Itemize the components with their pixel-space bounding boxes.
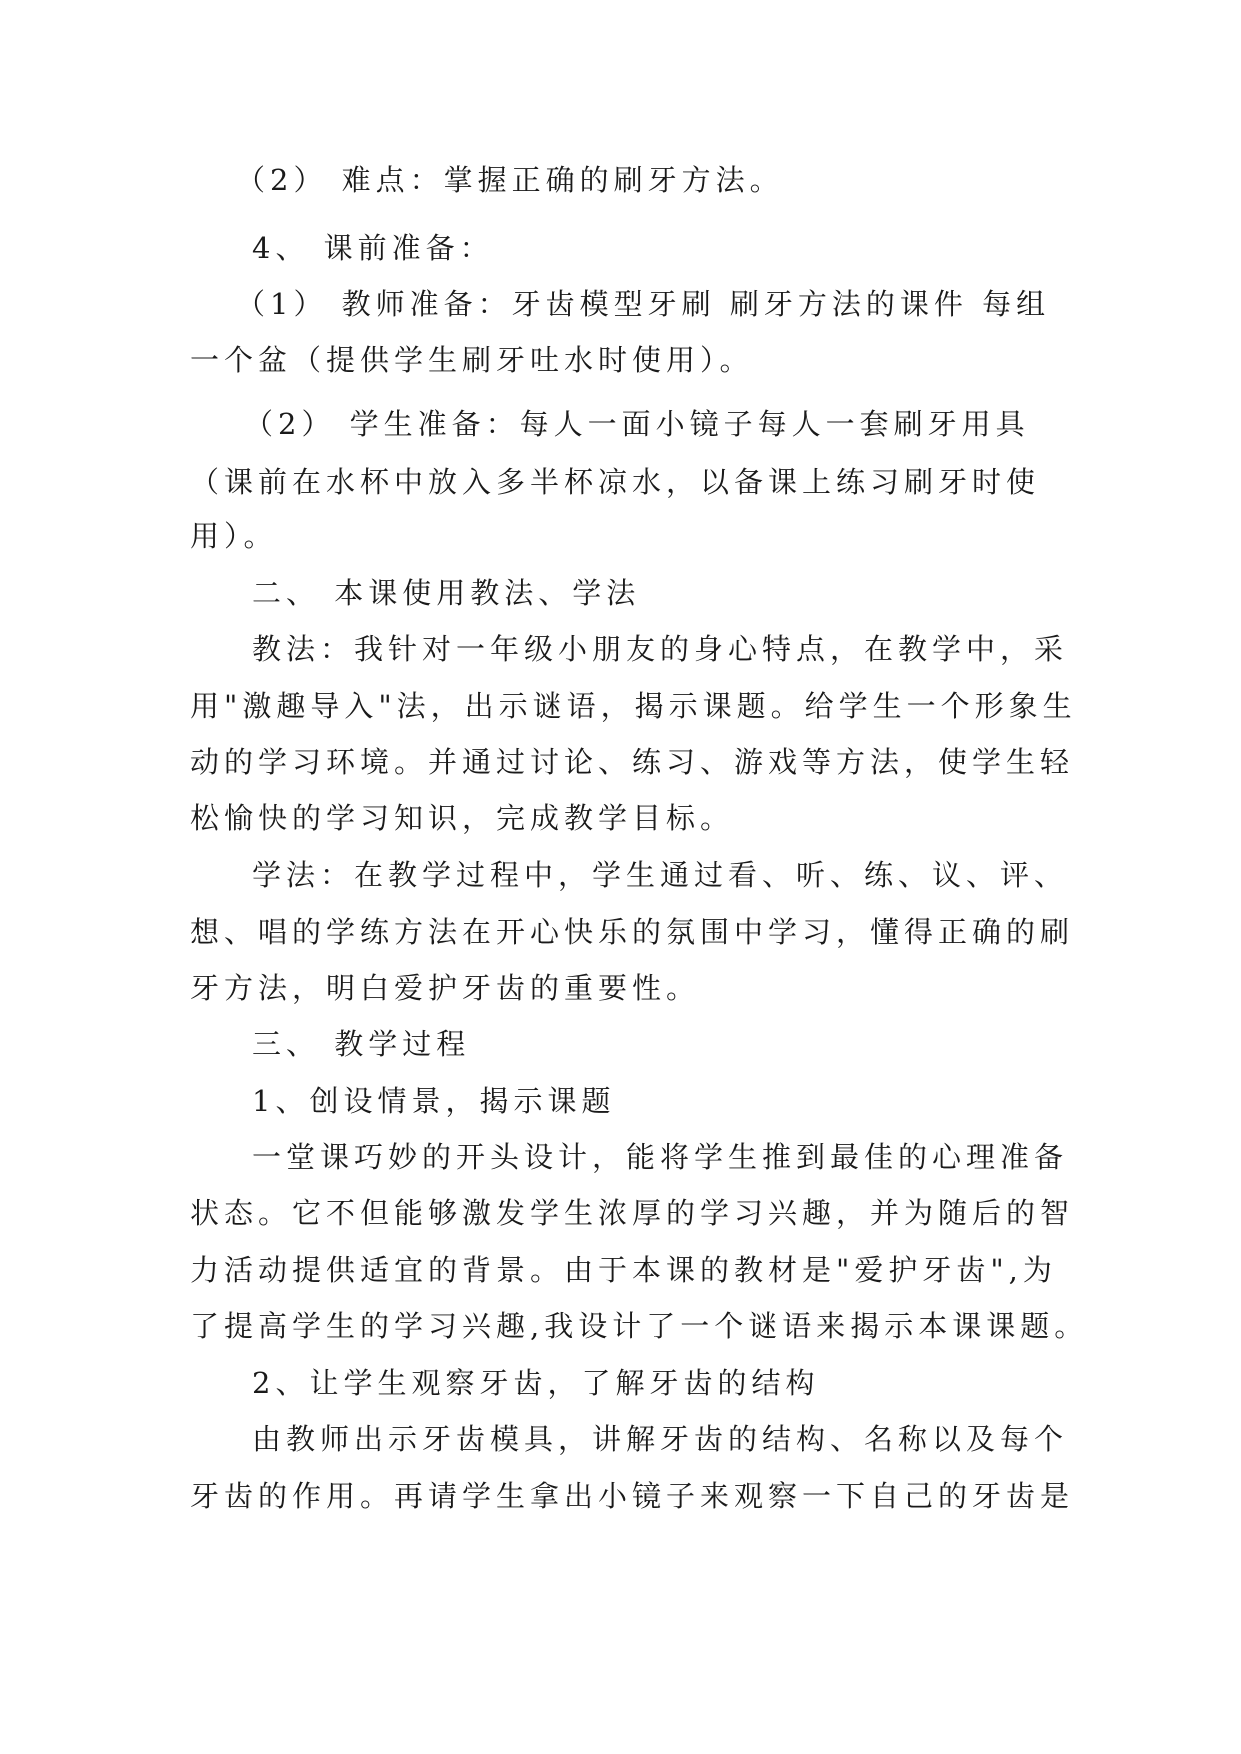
section-heading: 二、 本课使用教法、学法	[252, 576, 641, 610]
text-line: 想、唱的学练方法在开心快乐的氛围中学习，懂得正确的刷	[190, 915, 1075, 949]
text-line: 动的学习环境。并通过讨论、练习、游戏等方法，使学生轻	[190, 745, 1075, 779]
text-line: 牙方法，明白爱护牙齿的重要性。	[190, 971, 701, 1005]
text-line: 力活动提供适宜的背景。由于本课的教材是"爱护牙齿",为	[190, 1253, 1057, 1287]
text-line: （2） 难点：掌握正确的刷牙方法。	[236, 163, 784, 197]
text-line: （课前在水杯中放入多半杯凉水，以备课上练习刷牙时使	[190, 465, 1041, 499]
text-line: 用"激趣导入"法，出示谜语，揭示课题。给学生一个形象生	[190, 689, 1077, 723]
text-line: 了提高学生的学习兴趣,我设计了一个谜语来揭示本课课题。	[190, 1309, 1089, 1343]
text-line: 由教师出示牙齿模具，讲解牙齿的结构、名称以及每个	[252, 1422, 1069, 1456]
text-line: 牙齿的作用。再请学生拿出小镜子来观察一下自己的牙齿是	[190, 1479, 1075, 1513]
section-heading: 三、 教学过程	[252, 1027, 471, 1061]
text-line: 学法：在教学过程中，学生通过看、听、练、议、评、	[252, 858, 1069, 892]
subsection-heading: 2、让学生观察牙齿，了解牙齿的结构	[252, 1366, 820, 1400]
text-line: 状态。它不但能够激发学生浓厚的学习兴趣，并为随后的智	[190, 1196, 1075, 1230]
text-line: 教法：我针对一年级小朋友的身心特点，在教学中，采	[252, 632, 1069, 666]
text-line: 4、 课前准备：	[252, 231, 494, 265]
text-line: 用）。	[190, 519, 278, 553]
text-line: 一堂课巧妙的开头设计，能将学生推到最佳的心理准备	[252, 1140, 1069, 1174]
text-line: 松愉快的学习知识，完成教学目标。	[190, 801, 735, 835]
text-line: 一个盆（提供学生刷牙吐水时使用）。	[190, 343, 754, 377]
text-line: （2） 学生准备：每人一面小镜子每人一套刷牙用具	[244, 407, 1030, 441]
text-line: （1） 教师准备：牙齿模型牙刷 刷牙方法的课件 每组	[236, 287, 1051, 321]
subsection-heading: 1、创设情景，揭示课题	[252, 1084, 616, 1118]
